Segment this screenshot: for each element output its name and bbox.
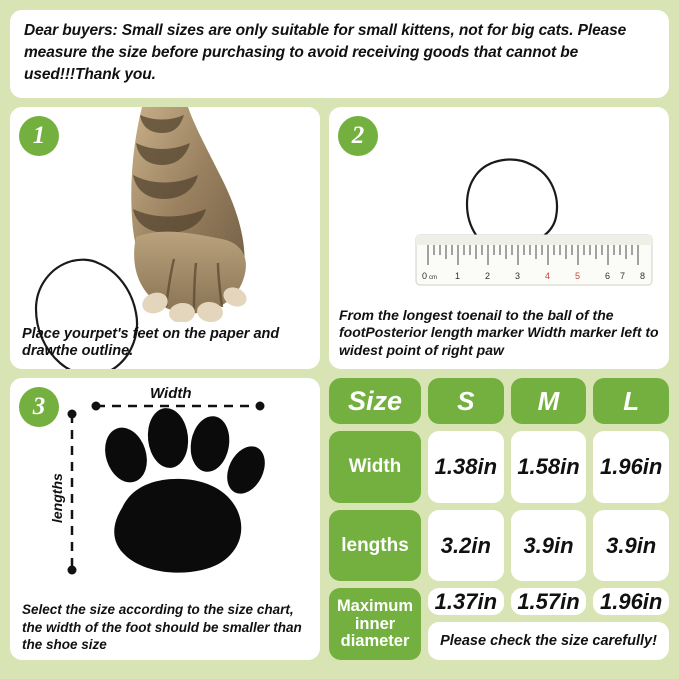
column-header-l: L: [593, 378, 669, 424]
svg-text:0: 0: [422, 271, 428, 281]
table-row-max-inner-diameter: [329, 588, 669, 660]
svg-text:1: 1: [455, 271, 461, 281]
table-header-row: [329, 378, 669, 424]
table-title: Size: [329, 378, 421, 424]
svg-text:2: 2: [485, 271, 491, 281]
notice-banner: Dear buyers: Small sizes are only suitable for small kittens, not for big cats. Please measure the size before purchasing to avoid receiving goods that cannot be used!!!Thank you.: [10, 10, 669, 98]
width-s: 1.38in: [428, 431, 504, 503]
svg-text:6: 6: [605, 271, 611, 281]
row-label-max-inner-diameter: Maximum inner diameter: [329, 588, 421, 660]
ruler-body: [416, 235, 652, 285]
row-label-width: Width: [329, 431, 421, 503]
step-2-caption: From the longest toenail to the ball of the footPosterior length marker Width marker left to widest point of right paw: [339, 306, 659, 358]
step-card-1: [10, 107, 320, 369]
size-check-note: Please check the size carefully!: [428, 622, 669, 660]
width-l: 1.96in: [593, 431, 669, 503]
svg-text:7: 7: [620, 271, 626, 281]
svg-text:cm: cm: [429, 275, 437, 281]
step-card-2: [329, 107, 669, 369]
svg-text:3: 3: [515, 271, 521, 281]
size-chart: [329, 378, 669, 660]
max-inner-diameter-m: 1.57in: [511, 588, 587, 615]
steps-row-top: [10, 107, 669, 369]
column-header-s: S: [428, 378, 504, 424]
lengths-m: 3.9in: [511, 510, 587, 582]
max-inner-diameter-s: 1.37in: [428, 588, 504, 615]
svg-text:8: 8: [640, 271, 646, 281]
lengths-l: 3.9in: [593, 510, 669, 582]
step-3-caption: Select the size according to the size chart, the width of the foot should be smaller than the shoe size: [22, 602, 302, 653]
width-label: Width: [150, 385, 192, 402]
steps-row-bottom: [10, 378, 669, 660]
step-card-3: [10, 378, 320, 660]
max-inner-diameter-l: 1.96in: [593, 588, 669, 615]
step-1-caption: Place yourpet's feet on the paper and drawthe outline.: [22, 325, 280, 360]
max-inner-diameter-values: [428, 588, 669, 660]
svg-text:4: 4: [545, 271, 551, 281]
width-m: 1.58in: [511, 431, 587, 503]
step-number-2: 2: [338, 116, 378, 156]
table-row-width: [329, 431, 669, 503]
svg-text:5: 5: [575, 271, 581, 281]
lengths-label: lengths: [49, 473, 65, 523]
column-header-m: M: [511, 378, 587, 424]
step-number-1: 1: [19, 116, 59, 156]
lengths-s: 3.2in: [428, 510, 504, 582]
step-number-3: 3: [19, 387, 59, 427]
ruler-with-outline: [414, 147, 654, 317]
row-label-lengths: lengths: [329, 510, 421, 582]
paw-print-icon: [98, 406, 272, 573]
size-table: [329, 378, 669, 660]
table-row-lengths: [329, 510, 669, 582]
